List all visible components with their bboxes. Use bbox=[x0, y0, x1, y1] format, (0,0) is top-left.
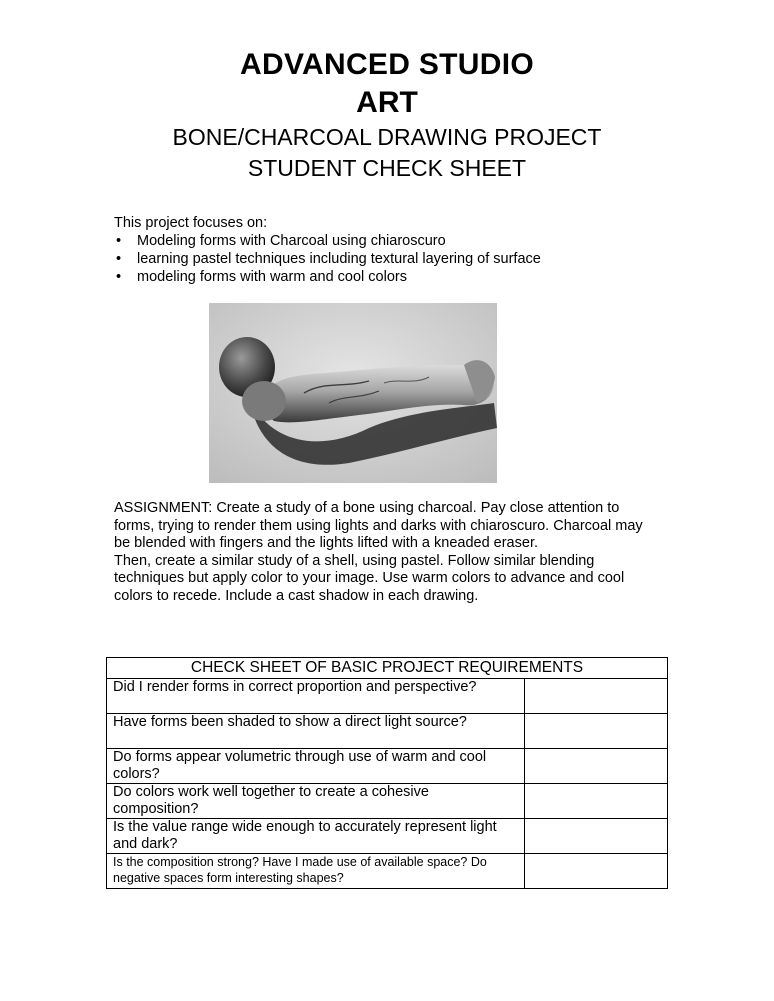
title-line-1: ADVANCED STUDIO bbox=[240, 48, 534, 81]
bone-drawing-svg bbox=[209, 303, 497, 483]
bone-drawing-image bbox=[209, 303, 497, 483]
checklist-answer-cell[interactable] bbox=[525, 714, 668, 749]
checklist-question: Do forms appear volumetric through use of warm and cool colors? bbox=[107, 749, 525, 784]
assignment-text bbox=[114, 500, 654, 606]
table-row bbox=[107, 854, 668, 889]
checklist-question: Have forms been shaded to show a direct light source? bbox=[107, 714, 525, 749]
subtitle-line-1: BONE/CHARCOAL DRAWING PROJECT bbox=[172, 124, 602, 150]
checklist-heading: CHECK SHEET OF BASIC PROJECT REQUIREMENTS bbox=[107, 658, 668, 679]
table-row bbox=[107, 714, 668, 749]
subtitle-line-2: STUDENT CHECK SHEET bbox=[247, 155, 527, 181]
checklist-answer-cell[interactable] bbox=[525, 679, 668, 714]
assignment-paragraph-1: ASSIGNMENT: Create a study of a bone using charcoal. Pay close attention to forms, trying to render them using lights and darks with chiaroscuro. Charcoal may be blended with fingers and the lights lifted with a kneaded eraser. bbox=[114, 500, 643, 552]
table-row bbox=[107, 749, 668, 784]
checklist-question: Is the composition strong? Have I made use of available space? Do negative spaces form interesting shapes? bbox=[107, 854, 525, 889]
checklist-answer-cell[interactable] bbox=[525, 784, 668, 819]
table-row bbox=[107, 819, 668, 854]
intro-lead: This project focuses on: bbox=[114, 215, 268, 231]
focus-item: • modeling forms with warm and cool colors bbox=[114, 268, 541, 286]
focus-item: • learning pastel techniques including textural layering of surface bbox=[114, 250, 541, 268]
checklist-answer-cell[interactable] bbox=[525, 749, 668, 784]
checklist-answer-cell[interactable] bbox=[525, 819, 668, 854]
checklist-question: Did I render forms in correct proportion and perspective? bbox=[107, 679, 525, 714]
table-row bbox=[107, 679, 668, 714]
focus-item: • Modeling forms with Charcoal using chiaroscuro bbox=[114, 232, 541, 250]
checklist-question: Is the value range wide enough to accurately represent light and dark? bbox=[107, 819, 525, 854]
table-row bbox=[107, 784, 668, 819]
checklist-question: Do colors work well together to create a cohesive composition? bbox=[107, 784, 525, 819]
focus-list bbox=[114, 232, 541, 286]
requirements-checklist-table bbox=[106, 657, 668, 889]
title-line-2: ART bbox=[356, 86, 418, 119]
checklist-answer-cell[interactable] bbox=[525, 854, 668, 889]
assignment-paragraph-2: Then, create a similar study of a shell, using pastel. Follow similar blending techniques but apply color to your image. Use warm colors to advance and cool colors to recede. Include a cast shadow in each drawing. bbox=[114, 552, 625, 604]
